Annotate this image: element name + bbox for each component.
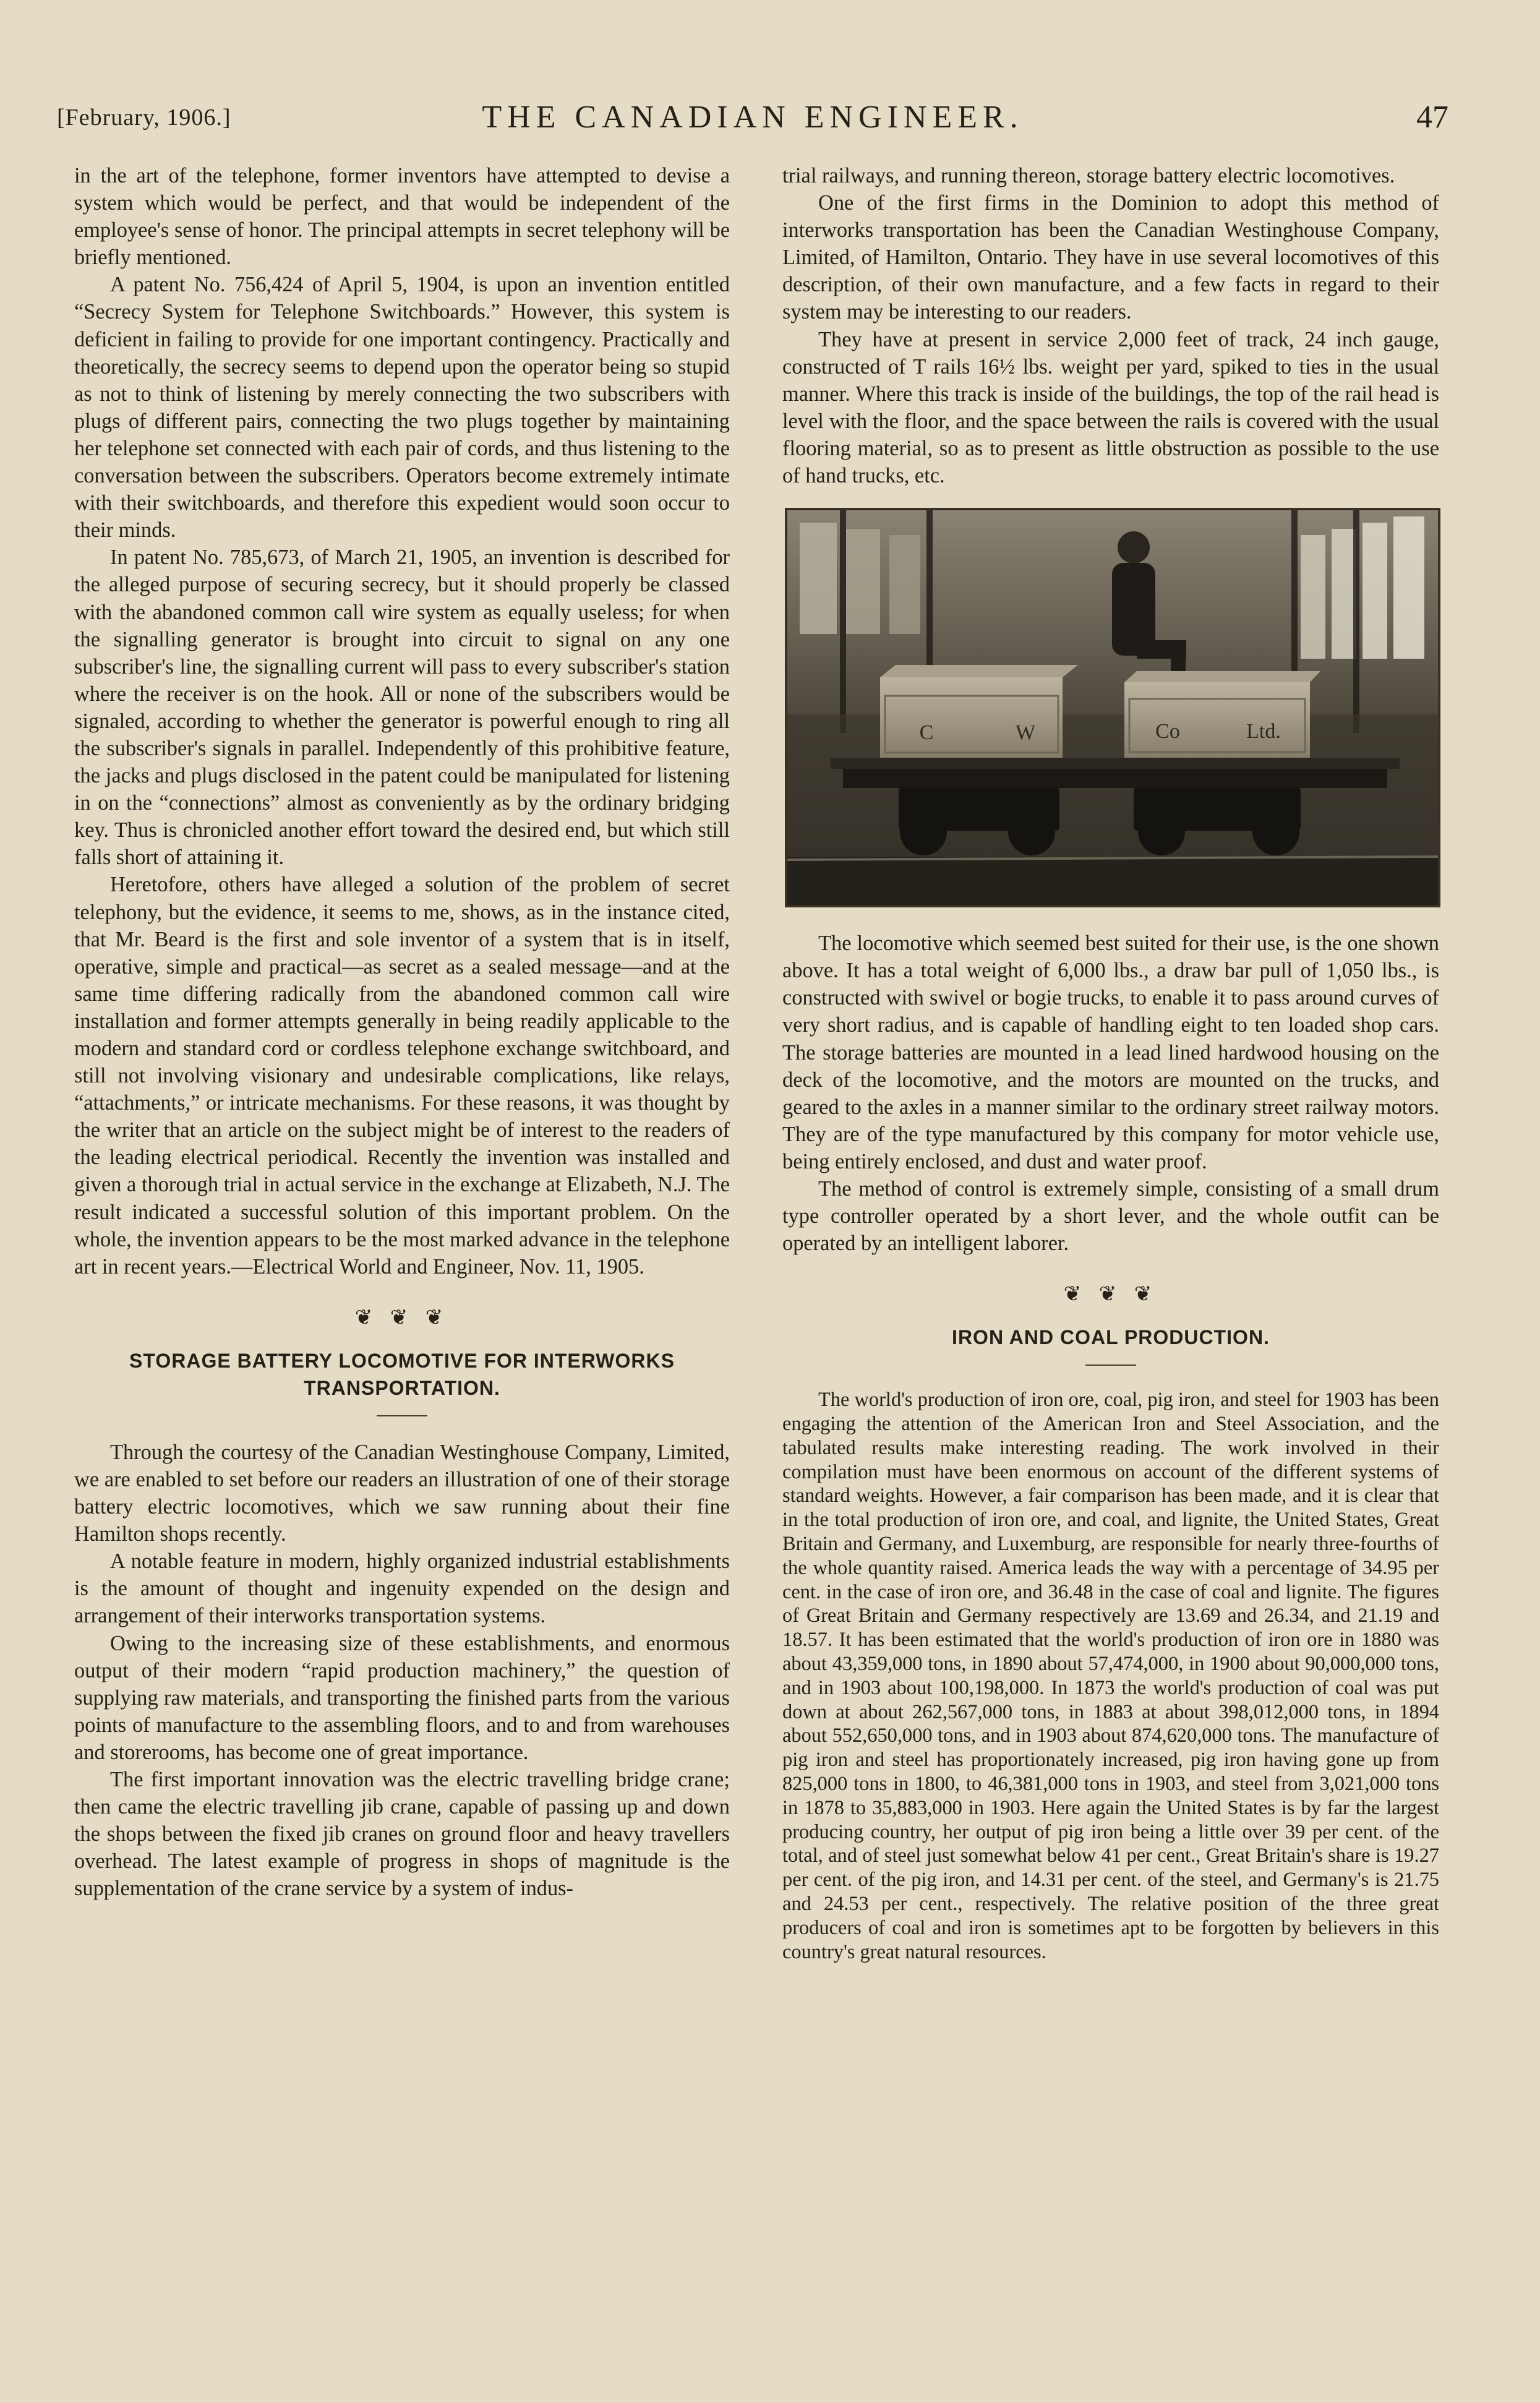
article-paragraph: The locomotive which seemed best suited for their use, is the one shown above. It has a total weight of 6,000 lbs., a draw bar pull of 1,050 lbs., is constructed with swivel or bogie trucks, to enable it to pass around curves of very short radius, and is capable of handling eight to ten loaded shop cars. The storage batteries are mounted in a lead lined hardwood housing on the deck of the locomotive, and the motors are mounted on the trucks, and geared to the axles in a manner similar to the ordinary street railway motors. They are of the type manufactured by this company for motor vehicle use, being entirely enclosed, and dust and water proof. [782,932,1439,1173]
heading-rule [377,1415,427,1416]
article-paragraph: They have at present in service 2,000 feet of track, 24 inch gauge, constructed of T rails 16½ lbs. weight per yard, spiked to ties in the usual manner. Where this track is inside of the buildings, the top of the rail head is level with the floor, and the space between the rails is covered with the usual flooring material, so as to present as little obstruction as possible to the use of hand trucks, etc. [782,327,1439,488]
article-heading: IRON AND COAL PRODUCTION. [952,1326,1270,1349]
article-paragraph: Heretofore, others have alleged a solution of the problem of secret telephony, but the evidence, it seems to me, shows, as in the instance cited, that Mr. Beard is the first and sole inventor of a system that is in itself, operative, simple and practical—as secret as a sealed message—and at the same time differing radically from the abandoned common call wire installation and former attempts generally in being readily applicable to the modern and standard cord or cordless telephone exchange switchboard, and still not involving visionary and undesirable complications, like relays, “attachments,” or intricate mechanisms. For these reasons, it was thought by the writer that an article on the subject might be of interest to the readers of the leading electrical periodical. Recently the invention was installed and given a thorough trial in actual service in the exchange at Elizabeth, N.J. The result indicated a successful solution of this important problem. On the whole, the invention appears to be the most marked advance in the telephone art in recent years.—Electrical World and Engineer, Nov. 11, 1905. [74,873,730,1279]
housing-lettering: Ltd. [1246,720,1281,743]
page-number: 47 [1416,100,1448,135]
locomotive-illustration [787,510,1438,905]
housing-lettering: W [1015,721,1036,745]
housing-lettering: C [919,721,934,745]
storage-battery-article-continued [782,162,1439,1257]
article-paragraph: trial railways, and running thereon, storage battery electric locomotives. [782,164,1395,187]
housing-lettering: Co [1155,720,1180,743]
article-paragraph: The method of control is extremely simple, consisting of a small drum type controller operated by a short lever, and the whole outfit can be operated by an intelligent laborer. [782,1176,1439,1256]
article-paragraph: The world's production of iron ore, coal, pig iron, and steel for 1903 has been engaging the attention of the American Iron and Steel Association, and the tabulated results make interesting reading. The work involved in their compilation must have been enormous on account of the different systems of standard weights. However, a fair comparison has been made, and it is clear that in the total production of iron ore, and coal, and lignite, the United States, Great Britain and Germany, and Luxemburg, are responsible for nearly three-fourths of the whole quantity raised. America leads the way with a percentage of 34.95 per cent. in the case of iron ore, and 36.48 in the case of coal and lignite. The figures of Great Britain and Germany respectively are 13.69 and 26.34, and 21.19 and 18.57. It has been estimated that the world's production of iron ore in 1880 was about 43,359,000 tons, in 1890 about 57,474,000, in 1900 about 90,000,000 tons, and in 1903 about 100,198,000. In 1873 the world's production of coal was put down at about 262,567,000 tons, in 1883 at about 398,012,000 tons, in 1894 about 552,650,000 tons, and in 1903 about 874,620,000 tons. The manufacture of pig iron and steel has proportionately increased, pig iron having gone up from 825,000 tons in 1800, to 46,381,000 tons in 1903, and steel from 3,021,000 tons in 1878 to 35,883,000 in 1903. Here again the United States is by far the largest producing country, her output of pig iron being a little over 39 per cent. of the total, and of steel just somewhat below 41 per cent., Great Britain's share is 19.27 per cent. of the pig iron, and 14.31 per cent. of the steel, and Germany's is 21.75 and 24.53 per cent., respectively. The relative position of the three great producers of coal and iron is sometimes apt to be forgotten by believers in this country's great natural resources. [782,1389,1439,1963]
issue-date: [February, 1906.] [57,105,231,131]
heading-rule [1085,1364,1136,1366]
section-ornament: ❦ ❦ ❦ [354,1306,450,1329]
journal-title: THE CANADIAN ENGINEER. [482,100,1024,135]
article-paragraph: In patent No. 785,673, of March 21, 1905, an invention is described for the alleged purpose of securing secrecy, but it should properly be classed with the abandoned common call wire system as equally useless; for when the signalling generator is brought into circuit to signal on any one subscriber's line, the signalling current will pass to every subscriber's station where the receiver is on the hook. All or none of the subscribers would be signaled, according to whether the generator is powerful enough to ring all the subscriber's signals in parallel. Independently of this prohibitive feature, the jacks and plugs disclosed in the patent could be manipulated for listening in on the “connections” almost as conveniently as by the ordinary bridging key. Thus is chronicled another effort toward the desired end, but which still falls short of attaining it. [74,546,730,870]
right-column [782,162,1439,1964]
battery-housing-left [880,665,1078,758]
page-header [57,99,1448,142]
article-paragraph: A notable feature in modern, highly organized industrial establishments is the amount of thought and ingenuity expended on the design and arrangement of their interworks transportation systems. [74,1549,730,1628]
article-paragraph: A patent No. 756,424 of April 5, 1904, is upon an invention entitled “Secrecy System for Telephone Switchboards.” However, this system is deficient in failing to provide for one important contingency. Practically and theoretically, the secrecy seems to depend upon the operator being so stupid as not to think of listening by merely connecting the two subscribers with plugs of different pairs, connecting the two plugs together by maintaining her telephone set connected with each pair of cords, and thus listening to the conversation between the subscribers. Operators become extremely intimate with their switchboards, and therefore this expedient would soon occur to their minds. [74,273,730,542]
left-column [74,162,730,1902]
iron-coal-article [782,1324,1439,1964]
locomotive-photograph [785,508,1440,907]
article-paragraph: Through the courtesy of the Canadian Westinghouse Company, Limited, we are enabled to set before our readers an illustration of one of their storage battery electric locomotives, which we saw running about their fine Hamilton shops recently. [74,1440,730,1546]
article-paragraph: One of the first firms in the Dominion to adopt this method of interworks transportation has been the Canadian Westinghouse Company, Limited, of Hamilton, Ontario. They have in use several locomotives of this description, of their own manufacture, and a few facts in regard to their system may be interesting to our readers. [782,191,1439,324]
storage-battery-article [74,1347,730,1903]
battery-housing-right [1124,671,1320,758]
telephone-article-continued [74,162,730,1280]
article-paragraph: The first important innovation was the electric travelling bridge crane; then came the electric travelling jib crane, capable of passing up and down the shops between the fixed jib cranes on ground floor and heavy travellers overhead. The latest example of progress in shops of magnitude is the supplementation of the crane service by a system of indus- [74,1767,730,1901]
article-paragraph: in the art of the telephone, former inventors have attempted to devise a system which would be perfect, and that would be independent of the employee's sense of honor. The principal attempts in secret telephony will be briefly mentioned. [74,164,730,270]
article-heading: STORAGE BATTERY LOCOMOTIVE FOR INTERWORKS TRANSPORTATION. [129,1349,675,1399]
section-ornament: ❦ ❦ ❦ [1063,1283,1158,1306]
article-paragraph: Owing to the increasing size of these establishments, and enormous output of their modern “rapid production machinery,” the question of supplying raw materials, and transporting the finished parts from the various points of manufacture to the assembling floors, and to and from warehouses and storerooms, has become one of great importance. [74,1631,730,1764]
